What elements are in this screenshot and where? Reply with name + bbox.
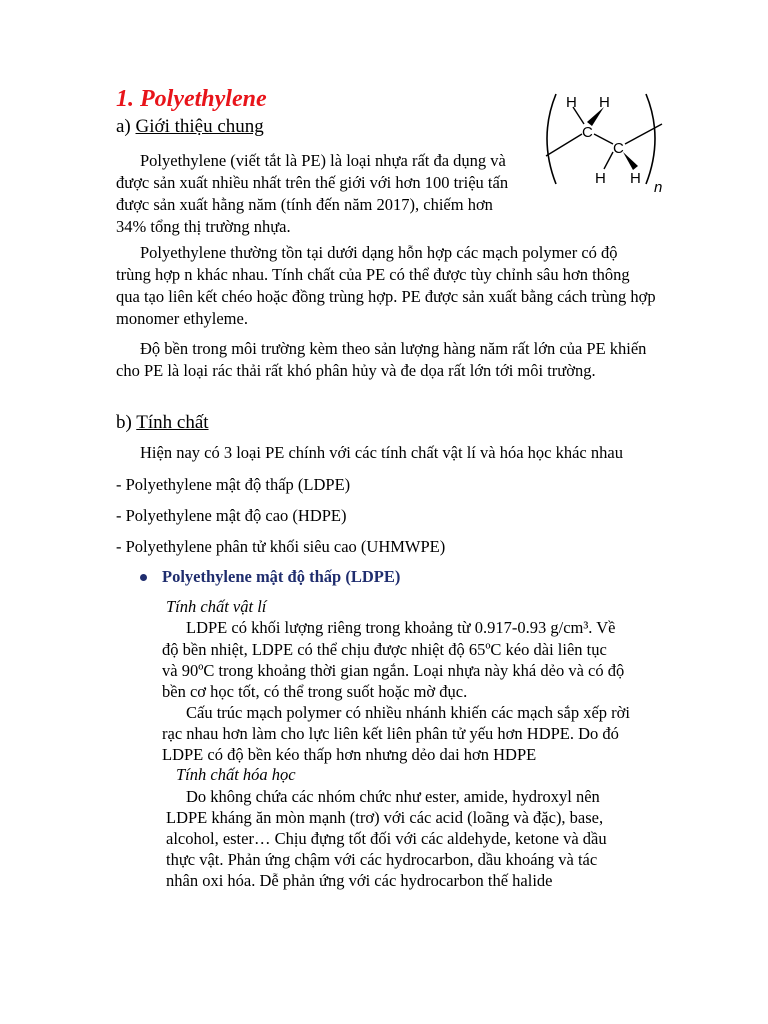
bond-right bbox=[625, 124, 662, 144]
chem-line-4: thực vật. Phản ứng chậm với các hydrocarbon, dầu khoáng và tác bbox=[166, 850, 598, 869]
atom-h4: H bbox=[630, 170, 641, 187]
pe-type-uhmwpe: - Polyethylene phân tử khối siêu cao (UHMWPE) bbox=[116, 537, 446, 556]
chem-line-2: LDPE kháng ăn mòn mạnh (trơ) với các acid (loãng và đặc), base, bbox=[166, 808, 604, 827]
phys-line-4: bền cơ học tốt, có thể trong suốt hoặc mờ đục. bbox=[162, 682, 468, 701]
intro-paragraph-1: Polyethylene (viết tắt là PE) là loại nhựa rất đa dụng và được sản xuất nhiều nhất trên thế giới với hơn 100 triệu tấn được sản xuất hằng năm (tính đến năm 2017), chiếm hơn 34% tổng thị trường nhựa. bbox=[116, 151, 509, 236]
chemical-properties-label: Tính chất hóa học bbox=[176, 765, 296, 784]
phys2-line-3: LDPE có độ bền kéo thấp hơn nhưng dẻo dai hơn HDPE bbox=[162, 745, 537, 764]
section-title-text: Polyethylene bbox=[140, 86, 267, 112]
atom-h1: H bbox=[566, 94, 577, 111]
properties-heading bbox=[116, 412, 209, 434]
physical-properties-label: Tính chất vật lí bbox=[166, 597, 267, 616]
section-number: 1. bbox=[116, 86, 134, 112]
bond-cc bbox=[594, 134, 613, 144]
atom-h2: H bbox=[599, 94, 610, 111]
properties-label: b) bbox=[116, 412, 132, 433]
intro-label: a) bbox=[116, 116, 131, 137]
intro-heading bbox=[116, 116, 264, 138]
wedge-bond-2 bbox=[623, 152, 638, 170]
phys2-line-1: Cấu trúc mạch polymer có nhiều nhánh khiến các mạch sắp xếp rời bbox=[186, 703, 630, 722]
bullet-icon bbox=[140, 574, 147, 581]
phys-line-2: độ bền nhiệt, LDPE có thể chịu được nhiệt độ 65ºC kéo dài liên tục bbox=[162, 640, 607, 659]
properties-intro: Hiện nay có 3 loại PE chính với các tính chất vật lí và hóa học khác nhau bbox=[140, 443, 623, 462]
phys2-line-2: rạc nhau hơn làm cho lực liên kết liên phân tử yếu hơn HDPE. Do đó bbox=[162, 724, 619, 743]
atom-h3: H bbox=[595, 170, 606, 187]
right-bracket bbox=[646, 94, 655, 184]
chem-line-1: Do không chứa các nhóm chức như ester, amide, hydroxyl nên bbox=[186, 787, 600, 806]
repeat-subscript-n: n bbox=[654, 179, 663, 196]
section-title bbox=[116, 86, 267, 113]
pe-type-ldpe: - Polyethylene mật độ thấp (LDPE) bbox=[116, 475, 351, 494]
phys-line-1: LDPE có khối lượng riêng trong khoảng từ 0.917-0.93 g/cm³. Về bbox=[186, 618, 616, 637]
phys-line-3: và 90ºC trong khoảng thời gian ngắn. Loại nhựa này khá dẻo và có độ bbox=[162, 661, 625, 680]
polyethylene-structure-diagram bbox=[538, 88, 678, 198]
intro-paragraph-3: Độ bền trong môi trường kèm theo sản lượng hàng năm rất lớn của PE khiến cho PE là loại rác thải rất khó phân hủy và đe dọa rất lớn tới môi trường. bbox=[116, 339, 647, 380]
bond-ch3 bbox=[604, 152, 613, 169]
pe-type-hdpe: - Polyethylene mật độ cao (HDPE) bbox=[116, 506, 347, 525]
intro-paragraph-2: Polyethylene thường tồn tại dưới dạng hỗn hợp các mạch polymer có độ trùng hợp n khác nhau. Tính chất của PE có thể được tùy chỉnh sâu hơn thông qua tạo liên kết chéo hoặc đồng trùng hợp. PE được sản xuất bằng cách trùng hợp monomer ethyleme. bbox=[116, 243, 656, 328]
bond-left bbox=[546, 134, 582, 156]
chem-line-3: alcohol, ester… Chịu đựng tốt đối với các aldehyde, ketone và dầu bbox=[166, 829, 607, 848]
ldpe-subheading: Polyethylene mật độ thấp (LDPE) bbox=[162, 567, 401, 586]
atom-c2: C bbox=[613, 140, 624, 157]
left-bracket bbox=[547, 94, 556, 184]
chem-line-5: nhân oxi hóa. Dễ phản ứng với các hydrocarbon thế halide bbox=[166, 871, 553, 890]
intro-heading-text: Giới thiệu chung bbox=[135, 116, 264, 137]
atom-c1: C bbox=[582, 124, 593, 141]
properties-heading-text: Tính chất bbox=[136, 412, 209, 433]
